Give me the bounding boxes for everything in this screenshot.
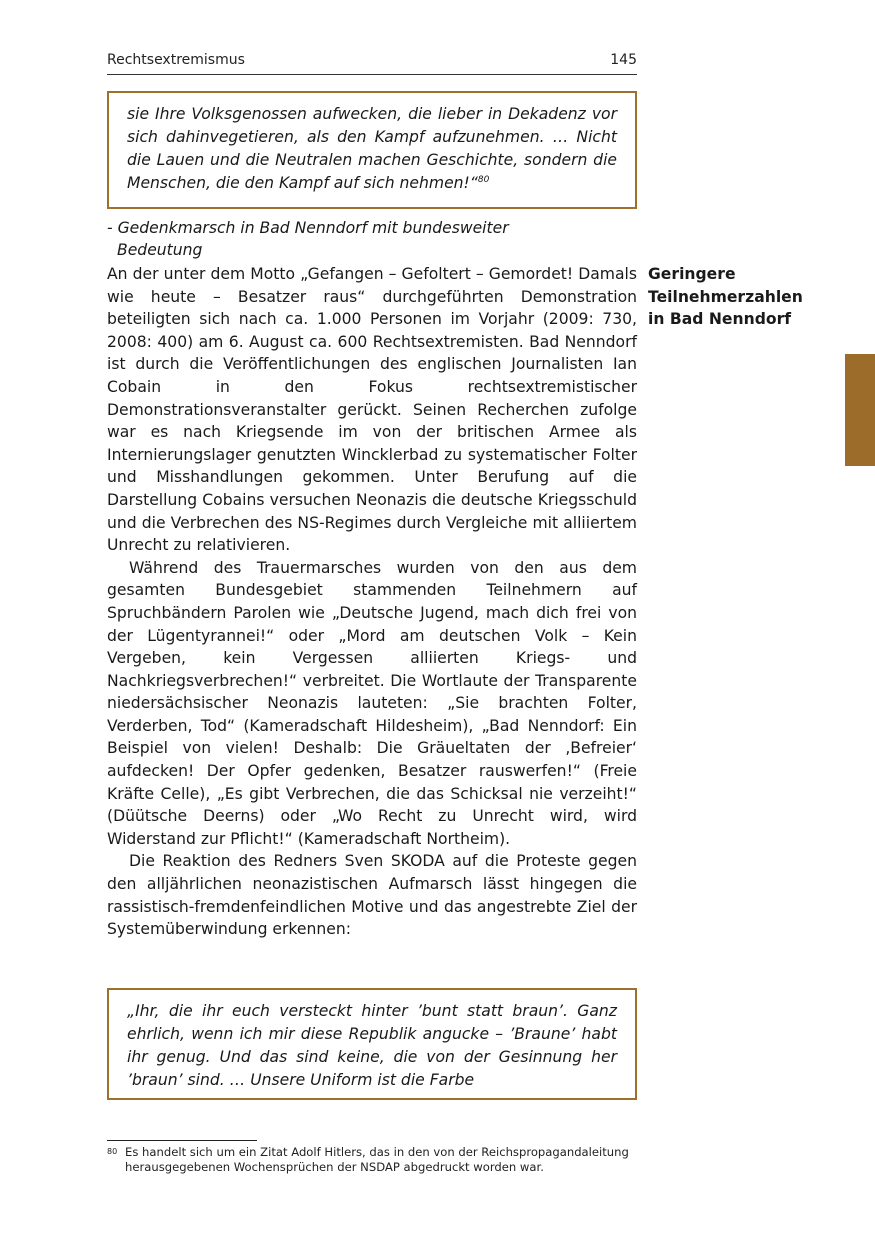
section-subheading xyxy=(107,217,637,261)
footnote-reference: 80 xyxy=(477,174,490,185)
footnote-text: Es handelt sich um ein Zitat Adolf Hitlers, das in den von der Reichspropagandaleitung herausgegebenen Wochensprüchen der NSDAP abgedruckt worden war. xyxy=(125,1145,629,1174)
running-title: Rechtsextremismus xyxy=(107,52,245,68)
running-header xyxy=(107,50,637,75)
chapter-thumb-tab xyxy=(845,354,875,466)
paragraph: Die Reaktion des Redners Sven SKODA auf die Proteste gegen den alljährlichen neonazistischen Aufmarsch lässt hingegen die rassistisch-fremdenfeindlichen Motive und das angestrebte Ziel der Systemüberwindung erkennen: xyxy=(107,852,637,939)
footnote-number: 80 xyxy=(107,1147,118,1156)
paragraph: An der unter dem Motto „Gefangen – Gefoltert – Gemordet! Damals wie heute – Besatzer raus“ durchgeführten Demonstration beteiligten sich nach ca. 1.000 Personen im Vorjahr (2009: 730, 2008: 400) am 6. August ca. 600 Rechtsextremisten. Bad Nenndorf ist durch die Veröffentlichungen des englischen Journalisten Ian Cobain in den Fokus rechtsextremistischer Demonstrationsveranstalter gerückt. Seinen Recherchen zufolge war es nach Kriegsende im von der britischen Armee als Internierungslager genutzten Wincklerbad zu systematischer Folter und Misshandlungen gekommen. Unter Berufung auf die Darstellung Cobains versuchen Neonazis die deutsche Kriegsschuld und die Verbrechen des NS-Regimes durch Vergleiche mit alliiertem Unrecht zu relativieren. xyxy=(107,265,637,555)
paragraph: Während des Trauermarsches wurden von den aus dem gesamten Bundesgebiet stammenden Teilnehmern auf Spruchbändern Parolen wie „Deutsche Jugend, mach dich frei von der Lügentyrannei!“ oder „Mord am deutschen Volk – Kein Vergeben, kein Vergessen alliierten Kriegs- und Nachkriegsverbrechen!“ verbreitet. Die Wortlaute der Transparente niedersächsischer Neonazis lauteten: „Sie brachten Folter, Verderben, Tod“ (Kameradschaft Hildesheim), „Bad Nenndorf: Ein Beispiel von vielen! Deshalb: Die Gräueltaten der ‚Befreier‘ aufdecken! Der Opfer gedenken, Besatzer rauswerfen!“ (Freie Kräfte Celle), „Es gibt Verbrechen, die das Schicksal nie verzeiht!“ (Düütsche Deerns) oder „Wo Recht zu Unrecht wird, wird Widerstand zur Pflicht!“ (Kameradschaft Northeim). xyxy=(107,558,637,848)
page-number: 145 xyxy=(610,52,637,68)
footnote xyxy=(107,1145,642,1175)
footnote-divider xyxy=(107,1140,257,1141)
body-text xyxy=(107,263,637,941)
subheading-line-2: Bedeutung xyxy=(117,241,203,259)
quote-text xyxy=(127,103,617,195)
quote-box-skoda xyxy=(107,988,637,1100)
subheading-line-1: - Gedenkmarsch in Bad Nenndorf mit bundesweiter xyxy=(107,219,509,237)
quote-body: sie Ihre Volksgenossen aufwecken, die lieber in Dekadenz vor sich dahinvegetieren, als den Kampf aufzunehmen. … Nicht die Lauen und die Neutralen machen Geschichte, sondern die Menschen, die den Kampf auf sich nehmen!“ xyxy=(127,105,617,192)
quote-box-hitler xyxy=(107,91,637,209)
quote-text: „Ihr, die ihr euch versteckt hinter ’bunt statt braun’. Ganz ehrlich, wenn ich mir diese Republik angucke – ’Braune’ habt ihr genug. Und das sind keine, die von der Gesinnung her ’braun’ sind. … Unsere Uniform ist die Farbe xyxy=(127,1002,617,1089)
margin-note: Geringere Teilnehmerzahlen in Bad Nenndorf xyxy=(648,265,803,329)
